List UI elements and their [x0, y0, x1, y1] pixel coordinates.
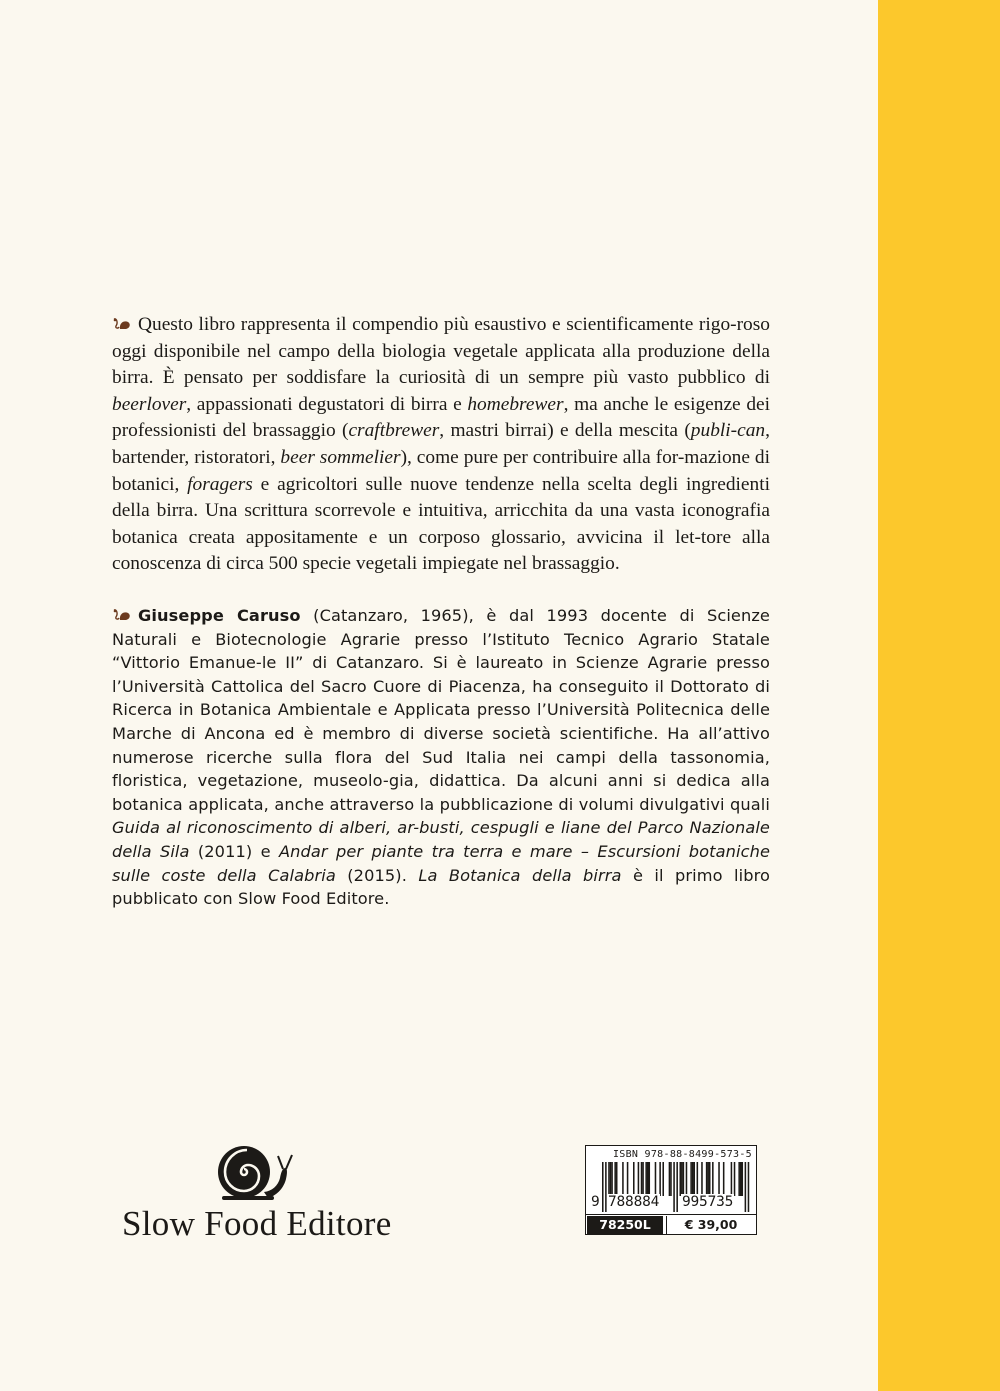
barcode-bar	[616, 1162, 618, 1196]
description-italic-run: beerlover	[112, 393, 187, 415]
barcode-bar	[709, 1162, 711, 1196]
barcode-bar	[627, 1162, 629, 1196]
barcode-bar	[645, 1162, 647, 1196]
description-italic-run: publi-can	[690, 420, 766, 442]
barcode-bar	[738, 1162, 740, 1196]
isbn-label: ISBN 978-88-8499-573-5	[612, 1149, 752, 1160]
description-text-run: Questo libro rappresenta il compendio più esaustivo e scientificamente rigo-roso oggi disponibile nel campo della biologia vegetale applicata alla produzione della birra. È pensato per soddisfare la curiosità di un sempre più vasto pubblico di	[112, 314, 770, 389]
description-text-run: , mastri birrai) e della mescita (	[439, 420, 691, 442]
bio-text-run: (Catanzaro, 1965), è dal 1993 docente di Scienze Naturali e Biotecnologie Agrarie presso l’Istituto Tecnico Agrario Statale “Vittorio Emanue-le II” di Catanzaro. Si è laureato in Scienze Agrarie presso l’Università Cattolica del Sacro Cuore di Piacenza, ha conseguito il Dottorato di Ricerca in Botanica Ambientale e Applicata presso l’Università Politecnica delle Marche di Ancona ed è membro di diverse società scientifiche. Ha all’attivo numerose ricerche sulla flora del Sud Italia nei campi della tassonomia, floristica, vegetazione, museolo-gia, didattica. Da alcuni anni si dedica alla botanica applicata, anche attraverso la pubblicazione di volumi divulgativi quali	[112, 606, 770, 814]
barcode-bar	[614, 1162, 616, 1196]
price: € 39,00	[666, 1216, 755, 1234]
barcode-bar	[670, 1162, 672, 1196]
barcode-divider	[586, 1214, 756, 1215]
barcode-bar	[649, 1162, 651, 1196]
description-italic-run: craftbrewer	[348, 420, 440, 442]
barcode-bar	[712, 1162, 714, 1196]
barcode-bar	[701, 1162, 703, 1196]
author-name: Giuseppe Caruso	[138, 606, 301, 625]
description-text-run: , appassionati degustatori di birra e	[186, 393, 468, 415]
barcode-bar	[662, 1162, 664, 1196]
barcode-bar	[680, 1162, 682, 1196]
barcode-bar	[740, 1162, 742, 1196]
ean-first-digit: 9	[591, 1194, 600, 1210]
product-code: 78250L	[587, 1216, 663, 1234]
bio-text-run: è il primo libro pubblicato con Slow Food Editore.	[112, 865, 770, 909]
barcode-bar	[731, 1162, 733, 1196]
publisher-logo	[110, 1140, 400, 1250]
barcode-bar	[693, 1162, 695, 1196]
bio-italic-run: La Botanica della birra	[418, 865, 622, 885]
barcode-bar	[638, 1162, 640, 1196]
snail-logo-icon	[214, 1142, 304, 1204]
barcode-bar	[683, 1162, 685, 1196]
ean-digits	[590, 1194, 754, 1212]
ean-left-group: 788884	[608, 1194, 660, 1210]
barcode-bar	[723, 1162, 725, 1196]
barcode-bar	[707, 1162, 709, 1196]
description-text-run: , bartender, ristoratori,	[112, 420, 770, 468]
book-description	[112, 312, 770, 578]
barcode-bar	[706, 1162, 708, 1196]
author-bio-text	[112, 606, 770, 908]
ean-right-group: 995735	[682, 1194, 734, 1210]
barcode-bar	[647, 1162, 649, 1196]
barcode-bar	[622, 1162, 624, 1196]
description-text-run: e agricoltori sulle nuove tendenze nella scelta degli ingredienti della birra. Una scrittura scorrevole e intuitiva, arricchita da una vasta iconografia botanica creata appositamente e un corposo glossario, avvicina il let-tore alla conoscenza di circa 500 specie vegetali impiegate nel brassaggio.	[112, 473, 770, 575]
barcode-bar	[697, 1162, 699, 1196]
barcode-bar	[669, 1162, 671, 1196]
description-text	[112, 314, 770, 574]
barcode-bar	[692, 1162, 694, 1196]
bio-italic-run: Guida al riconoscimento di alberi, ar-busti, cespugli e liane del Parco Nazionale della Sila	[112, 818, 770, 861]
description-italic-run: foragers	[187, 473, 253, 495]
bio-text-run: (2015).	[335, 865, 419, 885]
publisher-name: Slow Food Editore	[122, 1204, 392, 1243]
barcode-bar	[690, 1162, 692, 1196]
barcode-bar	[641, 1162, 643, 1196]
barcode-bar	[659, 1162, 661, 1196]
barcode-bar	[610, 1162, 612, 1196]
barcode-bar	[642, 1162, 644, 1196]
barcode-bar	[718, 1162, 720, 1196]
barcode-bar	[742, 1162, 744, 1196]
barcode-bar	[655, 1162, 657, 1196]
barcode-bar	[633, 1162, 635, 1196]
description-text-run: ), come pure per contribuire alla for-mazione di botanici,	[112, 446, 770, 495]
fleuron-icon	[112, 317, 132, 331]
isbn-barcode	[585, 1145, 757, 1235]
author-bio	[112, 604, 770, 911]
barcode-bar	[608, 1162, 610, 1196]
barcode-bar	[734, 1162, 736, 1196]
description-italic-run: beer sommelier	[280, 446, 401, 468]
barcode-bar	[686, 1162, 688, 1196]
description-italic-run: homebrewer	[467, 393, 564, 415]
spine-color-band	[878, 0, 1000, 1391]
barcode-bar	[681, 1162, 683, 1196]
description-text-run: , ma anche le esigenze dei professionisti del brassaggio (	[112, 393, 771, 442]
bio-italic-run: Andar per piante tra terra e mare – Escursioni botaniche sulle coste della Calabria	[112, 841, 770, 885]
barcode-bar	[611, 1162, 613, 1196]
bio-text-run: (2011) e	[189, 841, 279, 861]
fleuron-icon	[112, 608, 132, 622]
